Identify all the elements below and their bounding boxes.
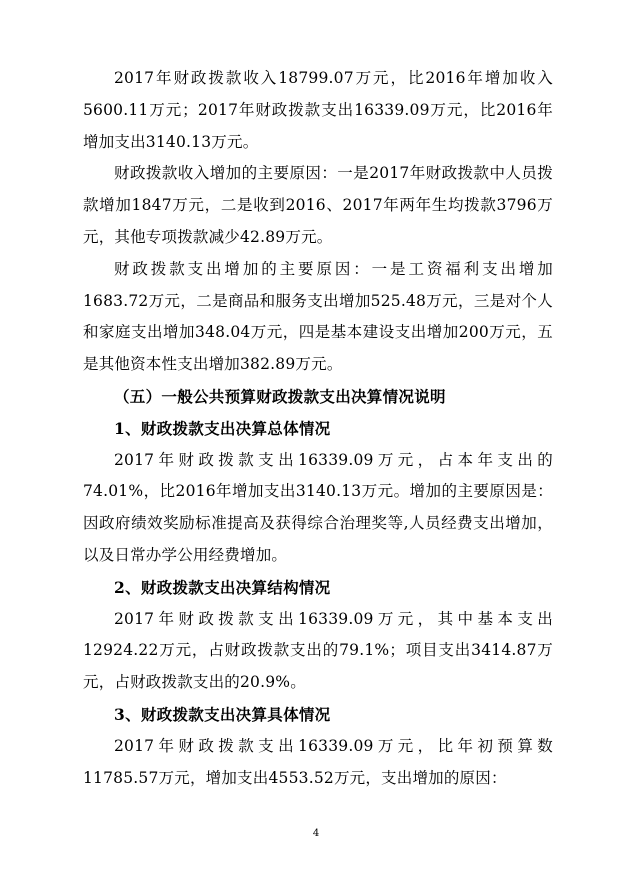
paragraph-expense-increase-reasons: 财政拨款支出增加的主要原因：一是工资福利支出增加1683.72万元，二是商品和服务支出增加525.48万元，三是对个人和家庭支出增加348.04万元，四是基本建设支出增加200万元，五是其他资本性支出增加382.89万元。: [83, 259, 553, 374]
paragraph-overall-situation: 2017年财政拨款支出16339.09万元，占本年支出的74.01%，比2016年增加支出3140.13万元。增加的主要原因是：因政府绩效奖励标准提高及获得综合治理奖等,人员经费支出增加，以及日常办学公用经费增加。: [83, 450, 553, 564]
section-heading-5: （五）一般公共预算财政拨款支出决算情况说明: [114, 386, 446, 406]
paragraph-structure-situation: 2017年财政拨款支出16339.09万元，其中基本支出12924.22万元，占财政拨款支出的79.1%；项目支出3414.87万元，占财政拨款支出的20.9%。: [83, 609, 553, 692]
document-body: [83, 63, 553, 794]
page-number: 4: [312, 828, 320, 839]
paragraph-detail-situation: 2017年财政拨款支出16339.09万元，比年初预算数11785.57万元，增加支出4553.52万元，支出增加的原因：: [83, 736, 553, 787]
paragraph-funding-summary: 2017年财政拨款收入18799.07万元，比2016年增加收入5600.11万元；2017年财政拨款支出16339.09万元，比2016年增加支出3140.13万元。: [83, 69, 553, 151]
subheading-2-structure: 2、财政拨款支出决算结构情况: [114, 577, 331, 597]
subheading-1-overall: 1、财政拨款支出决算总体情况: [114, 418, 331, 438]
subheading-3-details: 3、财政拨款支出决算具体情况: [114, 704, 331, 724]
paragraph-income-increase-reasons: 财政拨款收入增加的主要原因：一是2017年财政拨款中人员拨款增加1847万元，二是收到2016、2017年两年生均拨款3796万元，其他专项拨款减少42.89万元。: [83, 164, 553, 246]
